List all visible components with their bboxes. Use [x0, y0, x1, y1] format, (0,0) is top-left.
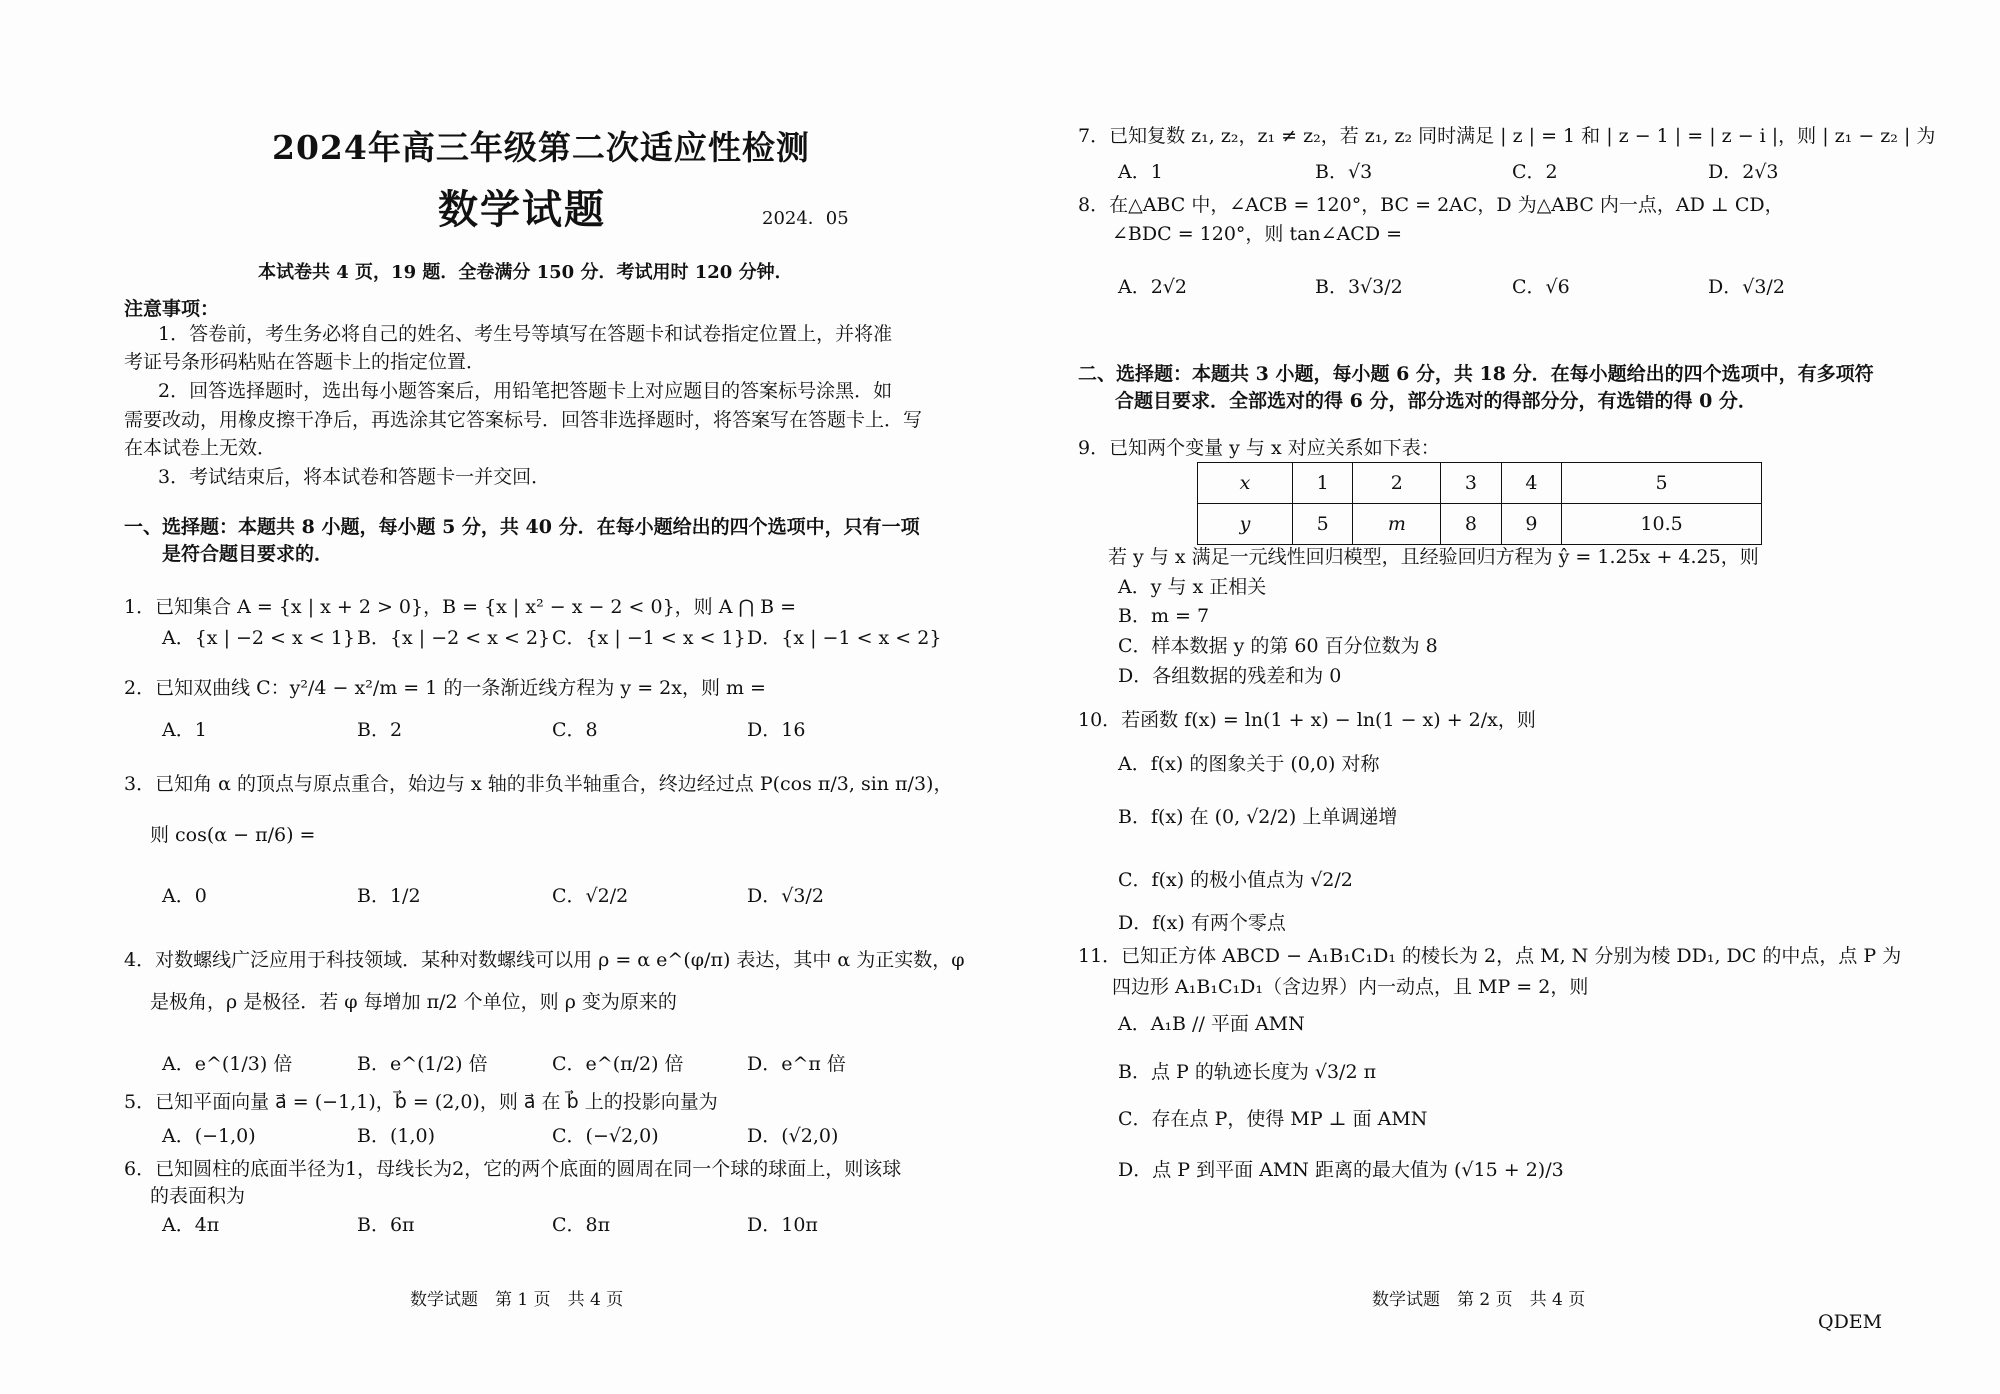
notice-line: 2．回答选择题时，选出每小题答案后，用铅笔把答题卡上对应题目的答案标号涂黑．如 [158, 380, 893, 402]
q4-option-a: A．e^(1/3) 倍 [162, 1053, 293, 1075]
section2-heading-cont: 合题目要求．全部选对的得 6 分，部分选对的得部分分，有选错的得 0 分． [1115, 390, 1757, 412]
paper-code: QDEM [1818, 1311, 1883, 1333]
table-row [1198, 504, 1762, 545]
notice-line: 考证号条形码粘贴在答题卡上的指定位置． [124, 351, 486, 373]
table-cell: 8 [1441, 504, 1501, 545]
table-cell: x [1198, 463, 1293, 504]
page-footer: 数学试题 第 2 页 共 4 页 [1372, 1290, 1586, 1310]
page-footer: 数学试题 第 1 页 共 4 页 [410, 1290, 624, 1310]
q1-stem: 1．已知集合 A = {x | x + 2 > 0}，B = {x | x² − x − 2 < 0}，则 A ⋂ B = [124, 596, 797, 618]
q2-stem: 2．已知双曲线 C：y²/4 − x²/m = 1 的一条渐近线方程为 y = 2x，则 m = [124, 677, 766, 699]
q8-stem-cont: ∠BDC = 120°，则 tan∠ACD = [1112, 223, 1403, 245]
q8-stem: 8．在△ABC 中，∠ACB = 120°，BC = 2AC，D 为△ABC 内一点，AD ⊥ CD， [1078, 194, 1784, 216]
notice-line: 在本试卷上无效． [124, 437, 277, 459]
q9-table [1197, 462, 1762, 545]
q4-stem: 4．对数螺线广泛应用于科技领域．某种对数螺线可以用 ρ = α e^(φ/π) 表达，其中 α 为正实数，φ [124, 949, 965, 971]
q5-option-b: B．(1,0) [357, 1125, 436, 1147]
q8-option-b: B．3√3/2 [1315, 276, 1403, 298]
q9-option-c: C．样本数据 y 的第 60 百分位数为 8 [1118, 635, 1438, 657]
table-cell: 9 [1501, 504, 1561, 545]
q2-option-b: B．2 [357, 719, 403, 741]
q6-stem: 6．已知圆柱的底面半径为1，母线长为2，它的两个底面的圆周在同一个球的球面上，则该球 [124, 1158, 902, 1180]
q1-option-a: A．{x | −2 < x < 1} [162, 627, 355, 649]
table-cell: 5 [1293, 504, 1353, 545]
notice-line: 3．考试结束后，将本试卷和答题卡一并交回． [158, 466, 551, 488]
q6-option-d: D．10π [747, 1214, 818, 1236]
q9-option-b: B．m = 7 [1118, 605, 1210, 627]
q1-option-c: C．{x | −1 < x < 1} [552, 627, 746, 649]
q1-option-b: B．{x | −2 < x < 2} [357, 627, 551, 649]
notice-title: 注意事项： [124, 298, 220, 320]
q2-option-a: A．1 [162, 719, 207, 741]
q4-option-d: D．e^π 倍 [747, 1053, 846, 1075]
q6-option-c: C．8π [552, 1214, 611, 1236]
notice-line: 需要改动，用橡皮擦干净后，再选涂其它答案标号．回答非选择题时，将答案写在答题卡上．写 [124, 409, 923, 431]
q3-option-a: A．0 [162, 885, 207, 907]
exam-page-2 [1000, 0, 2000, 1394]
q11-stem: 11．已知正方体 ABCD − A₁B₁C₁D₁ 的棱长为 2，点 M, N 分别为棱 DD₁, DC 的中点，点 P 为 [1078, 945, 1902, 967]
q8-option-d: D．√3/2 [1708, 276, 1785, 298]
q4-option-c: C．e^(π/2) 倍 [552, 1053, 684, 1075]
q2-option-d: D．16 [747, 719, 806, 741]
table-cell: y [1198, 504, 1293, 545]
q7-option-a: A．1 [1118, 161, 1163, 183]
q9-option-a: A．y 与 x 正相关 [1118, 576, 1267, 598]
q5-option-c: C．(−√2,0) [552, 1125, 659, 1147]
table-row [1198, 463, 1762, 504]
q5-stem: 5．已知平面向量 a⃗ = (−1,1)，b⃗ = (2,0)，则 a⃗ 在 b⃗ 上的投影向量为 [124, 1091, 718, 1113]
q11-stem-cont: 四边形 A₁B₁C₁D₁（含边界）内一动点，且 MP = 2，则 [1112, 976, 1589, 998]
q10-option-b: B．f(x) 在 (0, √2/2) 上单调递增 [1118, 806, 1398, 828]
q11-option-c: C．存在点 P，使得 MP ⊥ 面 AMN [1118, 1108, 1428, 1130]
exam-title: 2024年高三年级第二次适应性检测 [272, 128, 810, 167]
q5-option-a: A．(−1,0) [162, 1125, 256, 1147]
q3-option-d: D．√3/2 [747, 885, 824, 907]
q10-option-d: D．f(x) 有两个零点 [1118, 912, 1286, 934]
q8-option-a: A．2√2 [1118, 276, 1188, 298]
q7-option-c: C．2 [1512, 161, 1558, 183]
q9-stem: 9．已知两个变量 y 与 x 对应关系如下表： [1078, 437, 1440, 459]
q4-option-b: B．e^(1/2) 倍 [357, 1053, 488, 1075]
exam-info: 本试卷共 4 页，19 题．全卷满分 150 分．考试用时 120 分钟． [258, 262, 793, 283]
q3-stem: 3．已知角 α 的顶点与原点重合，始边与 x 轴的非负半轴重合，终边经过点 P(cos π/3, sin π/3)， [124, 773, 953, 795]
q7-stem: 7．已知复数 z₁, z₂，z₁ ≠ z₂，若 z₁, z₂ 同时满足 | z | = 1 和 | z − 1 | = | z − i |，则 | z₁ − z₂ | 为 [1078, 125, 1936, 147]
q11-option-a: A．A₁B // 平面 AMN [1118, 1013, 1305, 1035]
q11-option-d: D．点 P 到平面 AMN 距离的最大值为 (√15 + 2)/3 [1118, 1159, 1564, 1181]
q1-option-d: D．{x | −1 < x < 2} [747, 627, 942, 649]
q10-option-c: C．f(x) 的极小值点为 √2/2 [1118, 869, 1353, 891]
table-cell: 10.5 [1562, 504, 1762, 545]
table-cell: 4 [1501, 463, 1561, 504]
q3-option-b: B．1/2 [357, 885, 421, 907]
subject-title: 数学试题 [438, 186, 606, 233]
q10-stem: 10．若函数 f(x) = ln(1 + x) − ln(1 − x) + 2/x，则 [1078, 709, 1536, 731]
q10-option-a: A．f(x) 的图象关于 (0,0) 对称 [1118, 753, 1380, 775]
q9-option-d: D．各组数据的残差和为 0 [1118, 665, 1342, 687]
section1-heading: 一、选择题：本题共 8 小题，每小题 5 分，共 40 分．在每小题给出的四个选项中，只有一项 [124, 516, 920, 538]
table-cell: 2 [1353, 463, 1441, 504]
q11-option-b: B．点 P 的轨迹长度为 √3/2 π [1118, 1061, 1377, 1083]
q6-option-a: A．4π [162, 1214, 220, 1236]
table-cell: m [1353, 504, 1441, 545]
q4-stem-cont: 是极角，ρ 是极径．若 φ 每增加 π/2 个单位，则 ρ 变为原来的 [150, 991, 677, 1013]
table-cell: 5 [1562, 463, 1762, 504]
table-cell: 3 [1441, 463, 1501, 504]
q3-stem-cont: 则 cos(α − π/6) = [150, 824, 316, 846]
q7-option-d: D．2√3 [1708, 161, 1779, 183]
q8-option-c: C．√6 [1512, 276, 1570, 298]
notice-line: 1．答卷前，考生务必将自己的姓名、考生号等填写在答题卡和试卷指定位置上，并将准 [158, 323, 893, 345]
q9-stem-cont: 若 y 与 x 满足一元线性回归模型，且经验回归方程为 ŷ = 1.25x + 4.25，则 [1108, 546, 1759, 568]
section2-heading: 二、选择题：本题共 3 小题，每小题 6 分，共 18 分．在每小题给出的四个选项中，有多项符 [1078, 363, 1874, 385]
q7-option-b: B．√3 [1315, 161, 1373, 183]
q5-option-d: D．(√2,0) [747, 1125, 839, 1147]
table-cell: 1 [1293, 463, 1353, 504]
section1-heading-cont: 是符合题目要求的． [162, 543, 334, 565]
q6-option-b: B．6π [357, 1214, 415, 1236]
q3-option-c: C．√2/2 [552, 885, 629, 907]
q2-option-c: C．8 [552, 719, 598, 741]
q6-stem-cont: 的表面积为 [150, 1185, 246, 1207]
exam-date: 2024．05 [762, 208, 849, 229]
